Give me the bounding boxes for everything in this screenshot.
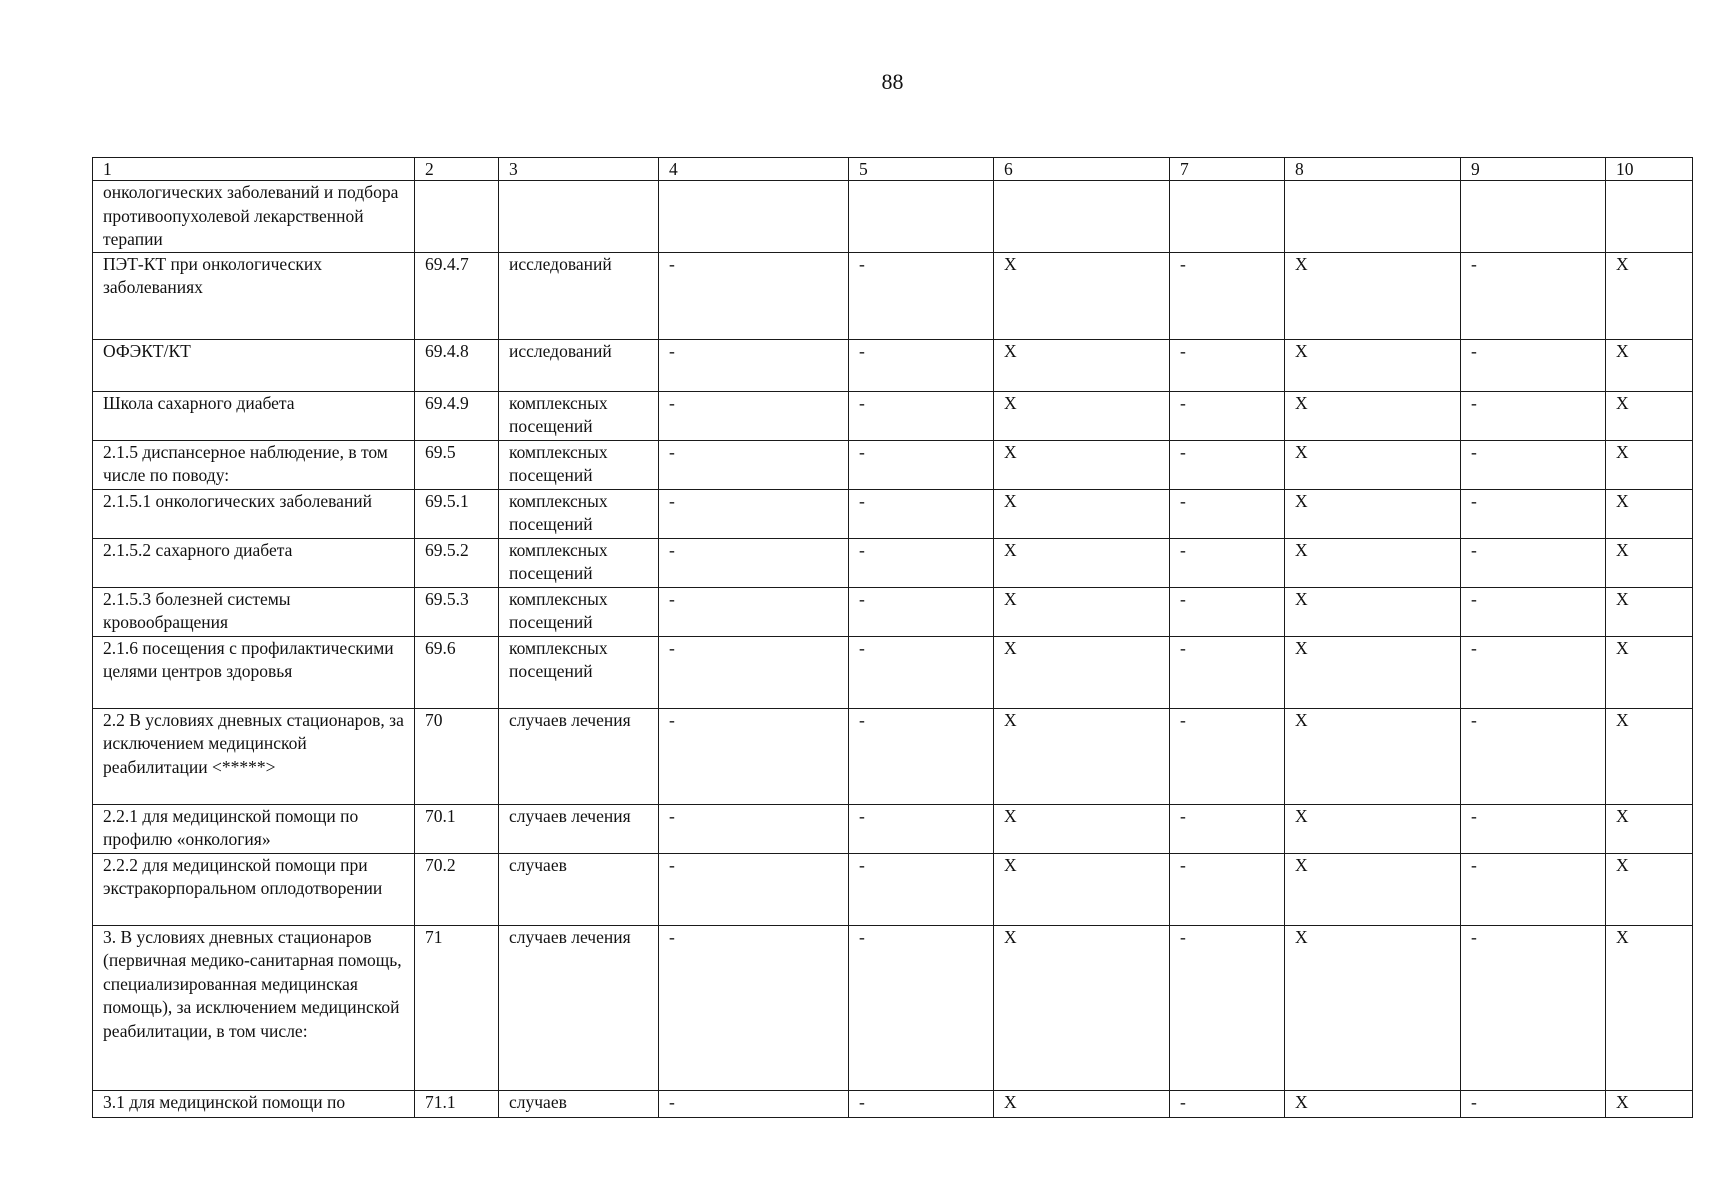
- col10-cell: Х: [1606, 804, 1693, 853]
- col7-cell: -: [1170, 587, 1285, 636]
- col7-cell: -: [1170, 1090, 1285, 1117]
- col5-cell: -: [849, 925, 994, 1090]
- col10-cell: Х: [1606, 853, 1693, 925]
- col8-cell: Х: [1285, 1090, 1461, 1117]
- column-number: 7: [1170, 158, 1285, 181]
- col7-cell: -: [1170, 804, 1285, 853]
- row-unit-cell: случаев лечения: [499, 708, 659, 804]
- row-code-cell: 69.5.3: [415, 587, 499, 636]
- column-number-row: [93, 158, 1693, 181]
- row-unit-cell: комплексных посещений: [499, 440, 659, 489]
- row-unit-cell: [499, 181, 659, 253]
- col5-cell: -: [849, 636, 994, 708]
- column-number: 6: [994, 158, 1170, 181]
- col10-cell: [1606, 181, 1693, 253]
- row-unit-cell: комплексных посещений: [499, 587, 659, 636]
- col9-cell: -: [1461, 252, 1606, 339]
- table-row: [93, 181, 1693, 253]
- table-row: [93, 804, 1693, 853]
- row-name-cell: 2.1.5.2 сахарного диабета: [93, 538, 415, 587]
- col10-cell: Х: [1606, 252, 1693, 339]
- row-unit-cell: комплексных посещений: [499, 489, 659, 538]
- col8-cell: Х: [1285, 925, 1461, 1090]
- column-number: 4: [659, 158, 849, 181]
- col4-cell: -: [659, 925, 849, 1090]
- col9-cell: -: [1461, 587, 1606, 636]
- col9-cell: -: [1461, 636, 1606, 708]
- col8-cell: Х: [1285, 440, 1461, 489]
- row-name-cell: 2.1.5.3 болезней системы кровообращения: [93, 587, 415, 636]
- col7-cell: -: [1170, 339, 1285, 391]
- col8-cell: Х: [1285, 391, 1461, 440]
- col9-cell: -: [1461, 489, 1606, 538]
- row-unit-cell: комплексных посещений: [499, 391, 659, 440]
- col9-cell: -: [1461, 440, 1606, 489]
- col9-cell: -: [1461, 1090, 1606, 1117]
- col4-cell: -: [659, 339, 849, 391]
- data-table: [92, 157, 1693, 1118]
- col8-cell: Х: [1285, 587, 1461, 636]
- col4-cell: -: [659, 252, 849, 339]
- row-name-cell: 2.1.5 диспансерное наблюдение, в том числе по поводу:: [93, 440, 415, 489]
- col8-cell: Х: [1285, 538, 1461, 587]
- col5-cell: -: [849, 252, 994, 339]
- col6-cell: Х: [994, 636, 1170, 708]
- col9-cell: [1461, 181, 1606, 253]
- col9-cell: -: [1461, 538, 1606, 587]
- col6-cell: Х: [994, 804, 1170, 853]
- col5-cell: -: [849, 440, 994, 489]
- row-unit-cell: случаев: [499, 853, 659, 925]
- row-name-cell: 2.1.6 посещения с профилактическими целями центров здоровья: [93, 636, 415, 708]
- row-code-cell: 70.2: [415, 853, 499, 925]
- col6-cell: Х: [994, 587, 1170, 636]
- column-number: 2: [415, 158, 499, 181]
- col4-cell: -: [659, 853, 849, 925]
- col10-cell: Х: [1606, 925, 1693, 1090]
- table-body: [93, 158, 1693, 1118]
- table-row: [93, 636, 1693, 708]
- col9-cell: -: [1461, 853, 1606, 925]
- col5-cell: -: [849, 853, 994, 925]
- col7-cell: -: [1170, 538, 1285, 587]
- column-number: 3: [499, 158, 659, 181]
- row-name-cell: 2.1.5.1 онкологических заболеваний: [93, 489, 415, 538]
- col4-cell: -: [659, 1090, 849, 1117]
- col5-cell: -: [849, 391, 994, 440]
- row-unit-cell: комплексных посещений: [499, 636, 659, 708]
- col10-cell: Х: [1606, 440, 1693, 489]
- row-unit-cell: исследований: [499, 252, 659, 339]
- col10-cell: Х: [1606, 708, 1693, 804]
- col7-cell: -: [1170, 925, 1285, 1090]
- row-unit-cell: случаев лечения: [499, 925, 659, 1090]
- row-code-cell: 69.5.1: [415, 489, 499, 538]
- col4-cell: -: [659, 538, 849, 587]
- table-row: [93, 587, 1693, 636]
- col4-cell: -: [659, 708, 849, 804]
- col7-cell: -: [1170, 252, 1285, 339]
- col7-cell: -: [1170, 440, 1285, 489]
- col10-cell: Х: [1606, 636, 1693, 708]
- col9-cell: -: [1461, 708, 1606, 804]
- table-row: [93, 489, 1693, 538]
- col4-cell: -: [659, 391, 849, 440]
- col4-cell: -: [659, 440, 849, 489]
- row-name-cell: 2.2.2 для медицинской помощи при экстракорпоральном оплодотворении: [93, 853, 415, 925]
- col4-cell: -: [659, 636, 849, 708]
- row-code-cell: 70: [415, 708, 499, 804]
- col4-cell: [659, 181, 849, 253]
- row-name-cell: 2.2 В условиях дневных стационаров, за исключением медицинской реабилитации <*****>: [93, 708, 415, 804]
- row-code-cell: 71.1: [415, 1090, 499, 1117]
- table-row: [93, 252, 1693, 339]
- row-code-cell: 71: [415, 925, 499, 1090]
- col5-cell: -: [849, 804, 994, 853]
- col8-cell: Х: [1285, 804, 1461, 853]
- col6-cell: Х: [994, 708, 1170, 804]
- row-code-cell: 69.5.2: [415, 538, 499, 587]
- row-name-cell: 2.2.1 для медицинской помощи по профилю «онкология»: [93, 804, 415, 853]
- column-number: 5: [849, 158, 994, 181]
- col5-cell: [849, 181, 994, 253]
- col10-cell: Х: [1606, 538, 1693, 587]
- row-code-cell: 69.4.9: [415, 391, 499, 440]
- col9-cell: -: [1461, 804, 1606, 853]
- table-row: [93, 708, 1693, 804]
- col4-cell: -: [659, 489, 849, 538]
- col7-cell: -: [1170, 391, 1285, 440]
- column-number: 9: [1461, 158, 1606, 181]
- col7-cell: -: [1170, 636, 1285, 708]
- col7-cell: -: [1170, 708, 1285, 804]
- col6-cell: [994, 181, 1170, 253]
- col9-cell: -: [1461, 339, 1606, 391]
- row-code-cell: [415, 181, 499, 253]
- col10-cell: Х: [1606, 489, 1693, 538]
- col6-cell: Х: [994, 538, 1170, 587]
- row-unit-cell: случаев лечения: [499, 804, 659, 853]
- table-row: [93, 925, 1693, 1090]
- page-number: 88: [881, 69, 904, 94]
- row-name-cell: ОФЭКТ/КТ: [93, 339, 415, 391]
- col8-cell: [1285, 181, 1461, 253]
- col10-cell: Х: [1606, 391, 1693, 440]
- row-code-cell: 69.6: [415, 636, 499, 708]
- col7-cell: [1170, 181, 1285, 253]
- table-container: [92, 157, 1692, 1118]
- table-row: [93, 440, 1693, 489]
- col6-cell: Х: [994, 252, 1170, 339]
- col6-cell: Х: [994, 339, 1170, 391]
- table-row: [93, 391, 1693, 440]
- col8-cell: Х: [1285, 339, 1461, 391]
- col6-cell: Х: [994, 853, 1170, 925]
- col6-cell: Х: [994, 440, 1170, 489]
- col6-cell: Х: [994, 925, 1170, 1090]
- col10-cell: Х: [1606, 587, 1693, 636]
- col8-cell: Х: [1285, 708, 1461, 804]
- col5-cell: -: [849, 708, 994, 804]
- table-row: [93, 339, 1693, 391]
- col5-cell: -: [849, 339, 994, 391]
- row-code-cell: 69.5: [415, 440, 499, 489]
- row-code-cell: 69.4.7: [415, 252, 499, 339]
- table-row: [93, 853, 1693, 925]
- row-unit-cell: исследований: [499, 339, 659, 391]
- row-name-cell: 3. В условиях дневных стационаров (первичная медико-санитарная помощь, специализированная медицинская помощь), за исключением медицинской реабилитации, в том числе:: [93, 925, 415, 1090]
- col5-cell: -: [849, 587, 994, 636]
- col5-cell: -: [849, 489, 994, 538]
- col6-cell: Х: [994, 1090, 1170, 1117]
- col6-cell: Х: [994, 489, 1170, 538]
- row-code-cell: 70.1: [415, 804, 499, 853]
- col7-cell: -: [1170, 489, 1285, 538]
- col4-cell: -: [659, 804, 849, 853]
- column-number: 10: [1606, 158, 1693, 181]
- row-name-cell: ПЭТ-КТ при онкологических заболеваниях: [93, 252, 415, 339]
- col10-cell: Х: [1606, 339, 1693, 391]
- table-row: [93, 1090, 1693, 1117]
- col7-cell: -: [1170, 853, 1285, 925]
- column-number: 8: [1285, 158, 1461, 181]
- col5-cell: -: [849, 1090, 994, 1117]
- table-row: [93, 538, 1693, 587]
- col9-cell: -: [1461, 391, 1606, 440]
- row-name-cell: Школа сахарного диабета: [93, 391, 415, 440]
- col5-cell: -: [849, 538, 994, 587]
- col8-cell: Х: [1285, 636, 1461, 708]
- row-code-cell: 69.4.8: [415, 339, 499, 391]
- col8-cell: Х: [1285, 252, 1461, 339]
- row-name-cell: 3.1 для медицинской помощи по: [93, 1090, 415, 1117]
- row-unit-cell: случаев: [499, 1090, 659, 1117]
- row-unit-cell: комплексных посещений: [499, 538, 659, 587]
- col8-cell: Х: [1285, 489, 1461, 538]
- column-number: 1: [93, 158, 415, 181]
- col6-cell: Х: [994, 391, 1170, 440]
- col9-cell: -: [1461, 925, 1606, 1090]
- col8-cell: Х: [1285, 853, 1461, 925]
- col4-cell: -: [659, 587, 849, 636]
- col10-cell: Х: [1606, 1090, 1693, 1117]
- row-name-cell: онкологических заболеваний и подбора противоопухолевой лекарственной терапии: [93, 181, 415, 253]
